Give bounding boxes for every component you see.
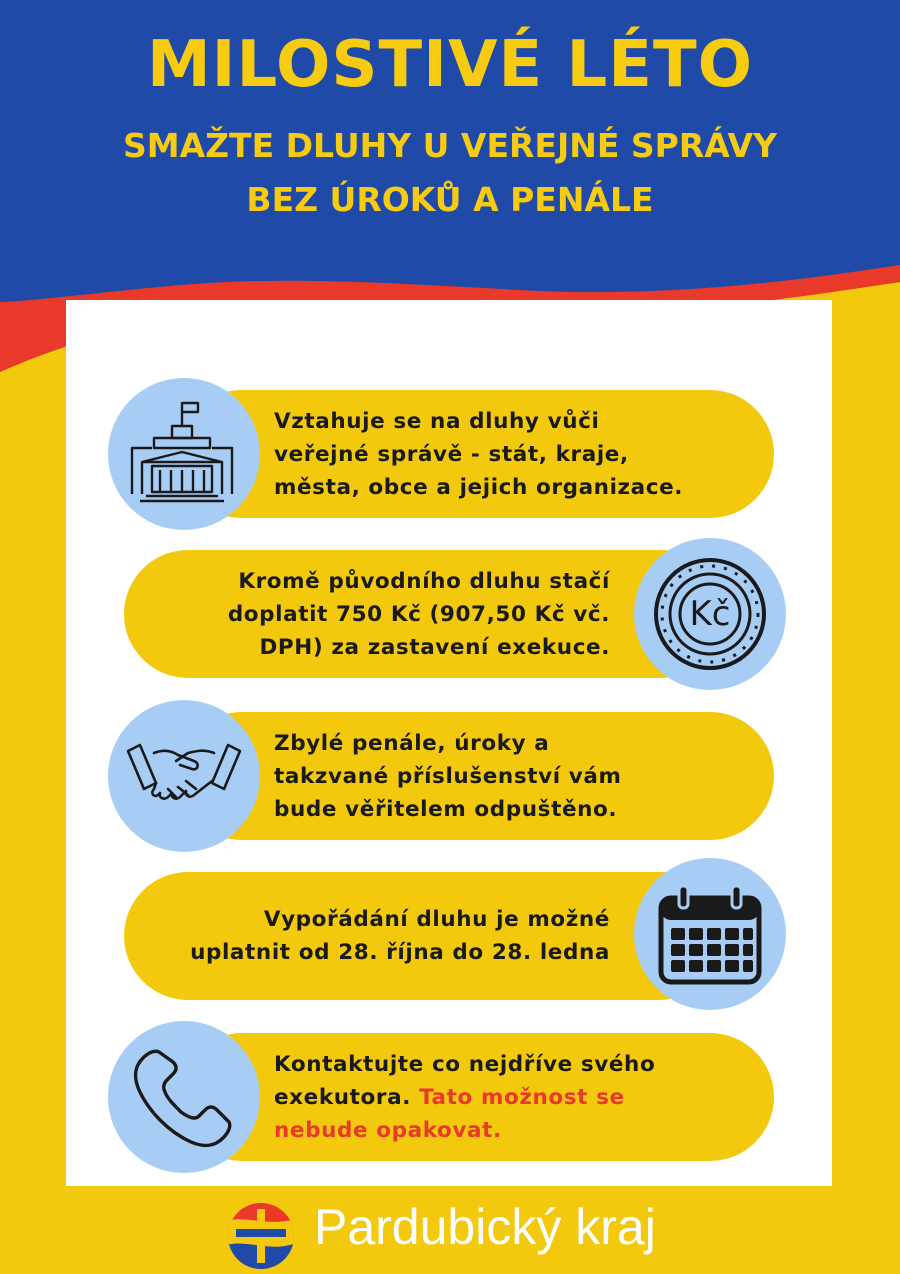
info-pill-public-administration [178,390,774,518]
pill-2-line-3: DPH) za zastavení exekuce. [259,634,610,660]
pill-5-line-2-warning: Tato možnost se [419,1084,625,1110]
handshake-icon [108,700,260,852]
coin-label: Kč [689,594,731,634]
pill-2-line-2: doplatit 750 Kč (907,50 Kč vč. [227,601,610,627]
calendar-icon [634,858,786,1010]
pill-3-line-1: Zbylé penále, úroky a [274,730,550,756]
coin-kc-icon [634,538,786,690]
phone-icon [108,1021,260,1173]
subtitle-line-1: SMAŽTE DLUHY U VEŘEJNÉ SPRÁVY [122,126,777,165]
government-building-icon [108,378,260,530]
pill-4-line-2: uplatnit od 28. října do 28. ledna [190,940,610,965]
pill-2-line-1: Kromě původního dluhu stačí [238,568,610,594]
pill-1-line-3: města, obce a jejich organizace. [274,474,684,500]
pill-4-line-1: Vypořádání dluhu je možné [263,907,610,932]
page-title: MILOSTIVÉ LÉTO [146,28,754,102]
pill-5-line-1: Kontaktujte co nejdříve svého [274,1051,656,1077]
pill-3-line-3: bude věřitelem odpuštěno. [274,796,618,822]
pill-1-line-1: Vztahuje se na dluhy vůči [274,408,600,434]
info-pill-forgiveness [178,712,774,840]
brand-name: Pardubický kraj [314,1199,656,1255]
pill-5-line-2 [274,1081,754,1114]
pill-5-line-2-normal: exekutora. [274,1084,420,1110]
info-pill-contact [178,1033,774,1161]
pill-1-line-2: veřejné správě - stát, kraje, [274,441,629,467]
pill-5-line-3-warning: nebude opakovat. [274,1117,502,1143]
pill-3-line-2: takzvané příslušenství vám [274,763,622,789]
subtitle-line-2: BEZ ÚROKŮ A PENÁLE [246,180,654,219]
pardubicky-kraj-logo-icon [226,1201,296,1271]
